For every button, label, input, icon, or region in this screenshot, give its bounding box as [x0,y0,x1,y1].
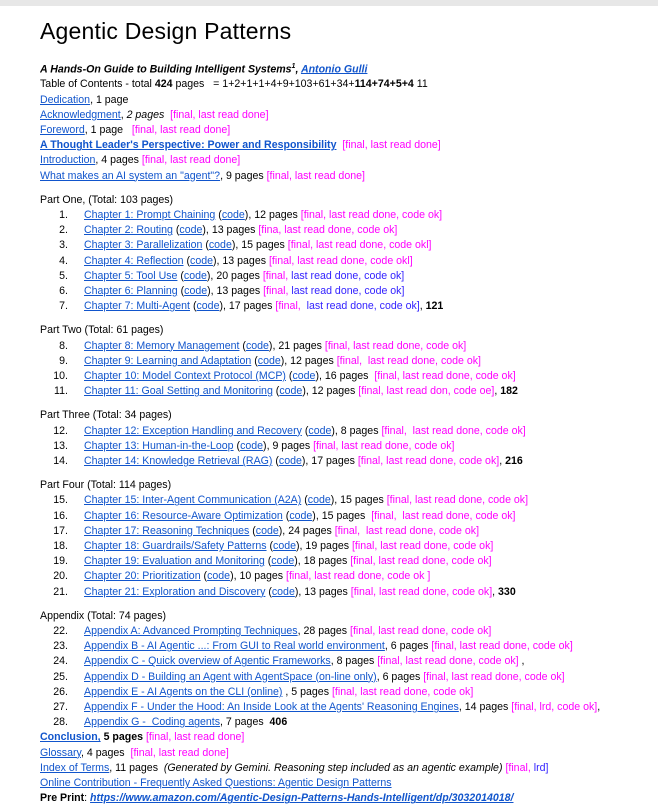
status-text: [final, last read done, code ok] [423,670,565,683]
toc-entry [40,654,644,669]
subtitle [40,59,644,78]
entry-number: 13. [53,439,68,452]
link[interactable]: Appendix F - Under the Hood: An Inside Look at the Agents' Reasoning Engines [84,701,459,714]
entry-text [84,454,644,469]
status-text: [final, last read done, code ok] [336,354,481,367]
bold-text: 216 [505,455,523,467]
back-matter-line [40,730,644,745]
link[interactable]: Chapter 20: Prioritization [84,570,201,583]
link[interactable]: What makes an AI system an "agent"? [40,169,221,182]
link[interactable]: Acknowledgment [40,108,121,121]
section-heading: Part Three (Total: 34 pages) [40,409,172,422]
entry-text [84,624,644,639]
entry-number: 20. [53,570,68,583]
link[interactable]: code [240,439,264,452]
text: , 1 page [84,123,132,136]
status-text: lrd] [530,761,549,774]
toc-entry [40,424,644,439]
text: ), 15 pages [231,239,288,252]
link[interactable]: Chapter 21: Exploration and Discovery [84,585,266,598]
back-matter-list [40,730,644,806]
front-matter-line [40,108,644,123]
entry-text [84,554,644,569]
entry-number: 5. [59,269,68,282]
text: ), 13 pages [207,284,264,297]
text: : [84,792,91,805]
link[interactable]: Index of Terms [40,761,110,774]
link[interactable]: Chapter 8: Memory Management [84,339,240,352]
bold-text: 121 [425,300,444,313]
back-matter-line [40,761,644,776]
toc-entry [40,569,644,584]
link[interactable]: Chapter 4: Reflection [84,254,184,267]
toc-entry [40,454,644,469]
entry-text [84,223,644,238]
front-matter-line [40,123,644,138]
entry-text [84,715,644,730]
bold-text: 5 pages [100,731,146,744]
status-text: [final, [505,761,531,774]
entry-number: 17. [53,524,68,537]
toc-entry [40,238,644,253]
text: , 4 pages [81,746,131,759]
link[interactable]: code [245,339,269,352]
link[interactable]: code [208,239,232,252]
link[interactable]: code [279,385,303,398]
entry-text [84,585,644,600]
link[interactable]: Chapter 3: Parallelization [84,239,203,252]
link[interactable]: code [207,570,231,583]
front-matter-line [40,153,644,168]
entry-text [84,284,644,299]
toc-entry [40,509,644,524]
link[interactable]: Dedication [40,93,91,106]
bold-text: 330 [498,585,516,598]
link[interactable]: Chapter 12: Exception Handling and Recovery [84,424,302,437]
entry-number: 23. [53,640,68,653]
text: ( [190,300,197,313]
status-text: [final, last read done, code okl] [287,239,432,252]
text: ), 9 pages [263,439,314,452]
status-text: [final, last read done] [266,169,365,182]
entry-number: 16. [53,509,68,522]
toc-entry [40,639,644,654]
part-section [40,478,644,600]
text: ), 17 pages [219,300,276,313]
text: , [597,701,601,714]
entry-number: 27. [53,701,68,714]
text: ), 21 pages [268,339,325,352]
entry-number: 11. [54,385,68,398]
toc-entry [40,269,644,284]
link[interactable]: code [179,224,203,237]
toc-entry [40,624,644,639]
link[interactable]: Chapter 6: Planning [84,284,178,297]
front-matter-line [40,169,644,184]
status-text: [fina, last read done, code ok] [258,224,398,237]
status-text: [final, last read done, code ok] [357,455,500,467]
section-heading: Appendix (Total: 74 pages) [40,609,167,622]
link[interactable]: code [184,284,208,297]
text: ( [172,224,180,237]
link[interactable]: Chapter 2: Routing [84,224,173,237]
text: ( [264,555,272,568]
text: ), 24 pages [278,524,335,537]
entry-text [84,424,644,439]
superscript: 1 [291,62,296,70]
text: , [120,108,127,121]
text: ), 15 pages [330,494,387,507]
entry-text [84,509,644,524]
entry-text [84,208,644,223]
link[interactable]: code [273,540,297,553]
link[interactable]: Chapter 15: Inter-Agent Communication (A2A) [84,494,302,507]
part-section [40,323,644,399]
entry-text [84,238,644,253]
entry-text [84,654,644,669]
entry-number: 28. [53,716,68,729]
status-text: last read done, code ok] [288,284,405,297]
link[interactable]: Appendix C - Quick overview of Agentic Frameworks [84,655,331,668]
bold-text: 424 [154,78,173,91]
toc-entry [40,299,644,314]
text: ), 20 pages [206,269,263,282]
status-text: [final, last read done, code ok] [334,524,480,537]
entry-number: 2. [59,224,68,237]
link[interactable]: code [190,254,213,267]
entry-text [84,384,644,399]
link[interactable]: code [183,269,207,282]
link[interactable]: Online Contribution - Frequently Asked Questions: Agentic Design Patterns [40,777,392,790]
status-text: last read done, code ok] [288,269,405,282]
text: , 8 pages [330,655,378,668]
link[interactable]: code [292,369,316,382]
link[interactable]: Chapter 17: Reasoning Techniques [84,524,250,537]
text: ), 13 pages [213,254,269,267]
status-text: [final, last read done, code ok] [371,509,516,522]
link[interactable]: code [257,354,281,367]
entry-text [84,299,644,314]
toc-total-line [40,77,644,92]
status-text: [final, last read done] [141,154,241,167]
entry-number: 15. [53,494,68,507]
status-text: [final, last read done, code ok] [381,424,526,437]
entry-text [84,685,644,700]
entry-number: 24. [53,655,68,668]
text: 11 [413,78,428,91]
status-text: [final, last read done] [342,139,441,152]
text: ), 8 pages [331,424,382,437]
status-text: [final, last read done, code ok] [377,655,519,668]
status-text: [final, last read done, code ok] [351,540,494,553]
toc-entry [40,524,644,539]
toc-entry [40,493,644,508]
entry-text [84,639,644,654]
link[interactable]: Chapter 13: Human-in-the-Loop [84,439,234,452]
link[interactable]: Foreword [40,123,85,136]
text: , 6 pages [384,640,432,653]
link[interactable]: code [255,524,279,537]
bold-text: 406 [269,716,288,729]
text: ( [239,339,246,352]
entry-text [84,539,644,554]
text: ( [266,540,274,553]
text: ( [177,269,184,282]
status-text: [final, last read done, code ok] [313,439,455,452]
status-text: [final, last read done, code okl] [268,254,413,267]
link[interactable]: Appendix E - AI Agents on the CLI (online) [84,685,283,698]
toc-entry [40,284,644,299]
text: ( [301,494,308,507]
entry-text [84,269,644,284]
link[interactable]: Chapter 10: Model Context Protocol (MCP) [84,369,286,382]
text: , 7 pages [220,716,270,729]
text: ( [183,254,191,267]
link[interactable]: code [221,208,245,221]
status-text: [final, last read done, code ok] [300,208,443,221]
entry-number: 3. [59,239,68,252]
front-matter-list [40,93,644,184]
text: ), 13 pages [294,585,351,598]
text: , 5 pages [282,685,332,698]
text: ( [177,284,185,297]
status-text: [final, last read done, code ok] [331,685,474,698]
status-text: last read done, code ok] [300,300,420,313]
status-text: [final, last read done, code ok] [324,339,467,352]
link[interactable]: code [289,509,313,522]
italic-text: 2 pages [126,108,165,121]
parts-container [40,193,644,731]
status-text: [final, last read done, code ok ] [286,570,431,583]
text: ), 10 pages [230,570,287,583]
text: ), 12 pages [302,385,359,398]
entry-number: 26. [53,685,68,698]
entry-text [84,569,644,584]
toc-entry [40,208,644,223]
text: Table of Contents - total [40,78,155,91]
text: ( [215,208,222,221]
front-matter-line [40,138,644,153]
status-text: [final, last read done] [130,746,229,759]
text: , [494,385,501,398]
text: , 1 page [90,93,129,106]
toc-entry [40,354,644,369]
link[interactable]: Appendix G - Coding agents [84,716,221,729]
back-matter-line [40,776,644,791]
text: ( [251,354,258,367]
entry-number: 19. [53,555,68,568]
link[interactable]: Chapter 14: Knowledge Retrieval (RAG) [84,455,273,467]
text: ( [200,570,208,583]
toc-entry [40,685,644,700]
entry-number: 8. [59,339,68,352]
text: ), 19 pages [296,540,352,553]
toc-entry [40,715,644,730]
text: , [518,655,525,668]
text: , [419,300,426,313]
link[interactable]: code [271,555,295,568]
text: ( [265,585,272,598]
text: ( [249,524,256,537]
toc-entry [40,223,644,238]
link[interactable]: Chapter 16: Resource-Aware Optimization [84,509,283,522]
bold-text: Pre Print [40,792,85,805]
text: , 11 pages [109,761,164,774]
back-matter-line [40,746,644,761]
section-heading: Part Two (Total: 61 pages) [40,324,164,337]
link[interactable]: Antonio Gulli [300,63,368,76]
status-text: [final, last read done] [131,123,231,136]
link[interactable]: Chapter 7: Multi-Agent [84,300,190,313]
text: , [499,455,506,467]
entry-number: 12. [53,424,68,437]
entry-text [84,439,644,454]
bold-text: 182 [500,385,518,398]
text: ), 12 pages [244,208,301,221]
entry-number: 25. [53,670,68,683]
status-text: [final, [263,284,289,297]
text: ( [233,439,241,452]
entry-number: 18. [53,540,68,553]
link[interactable]: A Thought Leader's Perspective: Power and Responsibility [40,139,337,152]
link[interactable]: Chapter 18: Guardrails/Safety Patterns [84,540,267,553]
entry-text [84,700,644,715]
text: ( [202,239,209,252]
page-title: Agentic Design Patterns [40,18,292,44]
entry-number: 10. [53,369,68,382]
link[interactable]: code [307,494,331,507]
text: ( [272,455,279,467]
entry-text [84,354,644,369]
status-text: [final, last read done] [145,731,245,744]
text: ), 13 pages [202,224,259,237]
text: ), 17 pages [301,455,358,467]
link[interactable]: Appendix B - AI Agentic ...: From GUI to Real world environment [84,640,385,653]
text: , 28 pages [297,625,351,638]
link[interactable]: Chapter 19: Evaluation and Monitoring [84,555,265,568]
link[interactable]: code [271,585,295,598]
link[interactable]: Glossary [40,746,82,759]
entry-text [84,339,644,354]
text: , [492,585,499,598]
entry-number: 9. [59,354,68,367]
link[interactable]: code [278,455,302,467]
status-text: [final, [275,300,301,313]
status-text: [final, last read done] [170,108,269,121]
status-text: [final, lrd, code ok] [511,701,598,714]
text: ), 15 pages [312,509,372,522]
toc-entry [40,539,644,554]
text: , 4 pages [95,154,142,167]
entry-text [84,369,644,384]
link[interactable]: Appendix A: Advanced Prompting Techniques [84,625,298,638]
text: ), 18 pages [294,555,351,568]
link[interactable]: https://www.amazon.com/Agentic-Design-Patterns-Hands-Intelligent/dp/3032014018/ [90,792,514,805]
toc-entry [40,254,644,269]
entry-number: 4. [59,254,68,267]
toc-entry [40,585,644,600]
toc-entry [40,369,644,384]
bold-text: 114+74+5+4 [354,78,414,91]
toc-entry [40,439,644,454]
link[interactable]: code [308,424,332,437]
status-text: [final, [262,269,289,282]
subtitle-text: , [295,63,301,76]
link[interactable]: Chapter 11: Goal Setting and Monitoring [84,385,273,398]
part-section [40,609,644,731]
text: ( [301,424,309,437]
part-section [40,193,644,315]
document-page [0,6,658,806]
text: pages = 1+2+1+1+4+9+103+61+34+ [172,78,355,91]
subtitle-text: A Hands-On Guide to Building Intelligent Systems [40,63,292,76]
text: , 9 pages [220,169,267,182]
entry-number: 22. [53,625,68,638]
toc-entry [40,700,644,715]
text: ), 16 pages [315,369,375,382]
link[interactable]: Chapter 1: Prompt Chaining [84,208,216,221]
section-heading: Part One, (Total: 103 pages) [40,193,174,206]
front-matter-line [40,93,644,108]
toc-entry [40,670,644,685]
status-text: [final, last read done, code ok] [350,585,493,598]
entry-number: 6. [59,284,68,297]
italic-text: (Generated by Gemini. Reasoning step included as an agentic example) [163,761,503,774]
text: , 6 pages [376,670,424,683]
text: , 14 pages [458,701,512,714]
toc-entry [40,554,644,569]
back-matter-line [40,791,644,806]
entry-number: 21. [53,585,68,598]
link[interactable]: Conclusion, [40,731,101,744]
text: ), 12 pages [280,354,337,367]
entry-text [84,254,644,269]
status-text: [final, last read done, code ok] [386,494,529,507]
link[interactable]: Chapter 5: Tool Use [84,269,178,282]
entry-text [84,524,644,539]
link[interactable]: Chapter 9: Learning and Adaptation [84,354,252,367]
status-text: [final, last read don, code oe] [358,385,495,398]
status-text: [final, last read done, code ok] [431,640,573,653]
text: ( [272,385,280,398]
entry-text [84,670,644,685]
status-text: [final, last read done, code ok] [374,369,516,382]
link[interactable]: Introduction [40,154,96,167]
entry-number: 7. [59,300,68,313]
link[interactable]: code [196,300,220,313]
toc-entry [40,384,644,399]
status-text: [final, last read done, code ok] [350,625,492,638]
toc-entry [40,339,644,354]
entry-number: 1. [59,208,68,221]
link[interactable]: Appendix D - Building an Agent with AgentSpace (on-line only) [84,670,377,683]
text: ( [285,369,293,382]
part-section [40,408,644,469]
entry-text [84,493,644,508]
text: ( [282,509,290,522]
section-heading: Part Four (Total: 114 pages) [40,479,172,492]
entry-number: 14. [53,455,68,467]
status-text: [final, last read done, code ok] [350,555,492,568]
